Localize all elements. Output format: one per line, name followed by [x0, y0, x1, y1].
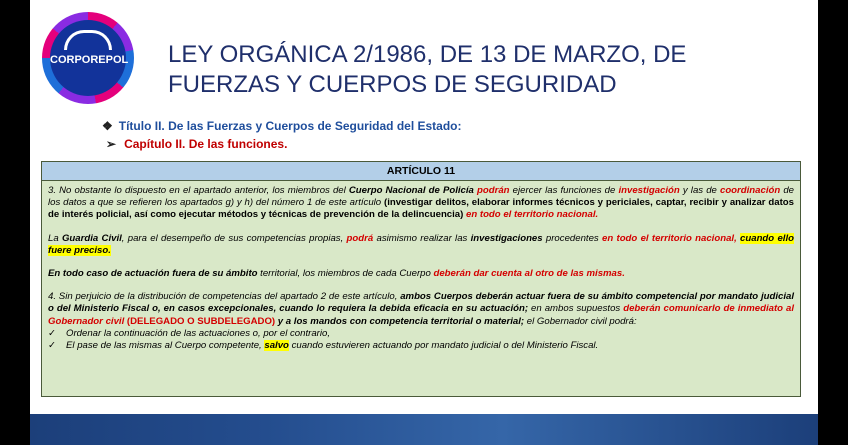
gc-podra: podrá	[346, 232, 374, 244]
p4-text: 4. Sin perjuicio de la distribución de competencias del apartado 2 de este artículo,	[48, 291, 401, 303]
gc-investigaciones: investigaciones	[470, 232, 543, 244]
p4-text: el Gobernador civil podrá:	[524, 315, 637, 327]
titulo-text: Título II. De las Fuerzas y Cuerpos de Seguridad del Estado:	[118, 119, 462, 133]
checkmark-icon: ✓	[48, 327, 57, 339]
item-2-text: cuando estuvieren actuando por mandato judicial o del Ministerio Fiscal.	[288, 340, 599, 352]
item-2-salvo: salvo	[264, 340, 289, 352]
logo-text: CORPOREPOL	[50, 54, 129, 66]
p3-text: y las de	[679, 185, 720, 196]
list-item	[48, 328, 794, 340]
p3-territorio: en todo el territorio nacional.	[466, 209, 599, 221]
gc-text: procedentes	[542, 232, 603, 244]
p4-delegado: (DELEGADO O SUBDELEGADO)	[126, 315, 276, 327]
slide	[30, 0, 818, 445]
p3-investigacion: investigación	[618, 185, 680, 196]
gc-text: La	[48, 232, 62, 244]
p3-cnp: Cuerpo Nacional de Policía	[348, 185, 474, 196]
paragraph-3	[48, 185, 794, 222]
bottom-decorative-bar	[30, 414, 818, 445]
item-2-text: El pase de las mismas al Cuerpo competente,	[66, 340, 265, 352]
p3-podran: podrán	[477, 185, 510, 196]
article-box	[41, 161, 801, 397]
diamond-bullet-icon: ❖	[102, 119, 113, 133]
checkmark-icon: ✓	[48, 340, 57, 352]
capitulo-text: Capítulo II. De las funciones.	[124, 137, 288, 151]
paragraph-guardia-civil	[48, 233, 794, 257]
act-text-bold: En todo caso de actuación fuera de su ámbito	[48, 268, 258, 280]
bullet-capitulo	[102, 137, 287, 151]
list-item	[48, 340, 794, 352]
bullet-titulo	[102, 119, 462, 133]
corporepol-logo	[42, 12, 134, 104]
gc-territorio: en todo el territorio nacional,	[602, 232, 737, 244]
article-body	[42, 181, 800, 352]
p4-ambos: ambos Cuerpos deberán actuar fuera de su ámbito competencial por mandato judicial o del Ministerio Fiscal o, en casos excepcionales, cuando lo requiera la debida eficacia en su actuación;	[48, 291, 794, 315]
gc-cuando-preciso: cuando ello fuere preciso.	[48, 232, 794, 256]
paragraph-actuacion	[48, 268, 794, 280]
title-line-2: FUERZAS Y CUERPOS DE SEGURIDAD	[168, 71, 617, 98]
arrow-bullet-icon: ➢	[106, 137, 117, 151]
p4-comunicarlo: deberán comunicarlo de inmediato al Gobernador civil	[48, 303, 794, 327]
p3-text: ejercer las funciones de	[509, 185, 619, 196]
act-deberan: deberán dar cuenta al otro de las mismas.	[433, 268, 625, 280]
act-text: territorial, los miembros de cada Cuerpo	[257, 268, 434, 280]
p3-parenthetical: (investigar delitos, elaborar informes técnicos y periciales, captar, recibir y analizar datos de interés policial, así como ejecutar métodos y técnicas de prevención de la delincuencia)	[48, 197, 794, 221]
p3-text: de los datos a que se refieren los apartados g) y h) del número 1 de este artículo	[48, 185, 795, 209]
p3-coordinacion: coordinación	[719, 185, 781, 196]
title-line-1: LEY ORGÁNICA 2/1986, DE 13 DE MARZO, DE	[168, 41, 687, 68]
item-1-text: Ordenar la continuación de las actuaciones o, por el contrario,	[66, 327, 330, 339]
p4-text: en ambos supuestos	[528, 303, 624, 315]
p4-mandos: y a los mandos con competencia territorial o material;	[277, 315, 525, 327]
gc-text: , para el desempeño de sus competencias propias,	[121, 232, 347, 244]
p3-text: 3. No obstante lo dispuesto en el apartado anterior, los miembros del	[48, 185, 349, 196]
gc-name: Guardia Civil	[61, 232, 122, 244]
slide-title	[168, 40, 788, 100]
paragraph-4	[48, 291, 794, 328]
article-heading: ARTÍCULO 11	[42, 162, 800, 181]
gc-text: asimismo realizar las	[373, 232, 471, 244]
